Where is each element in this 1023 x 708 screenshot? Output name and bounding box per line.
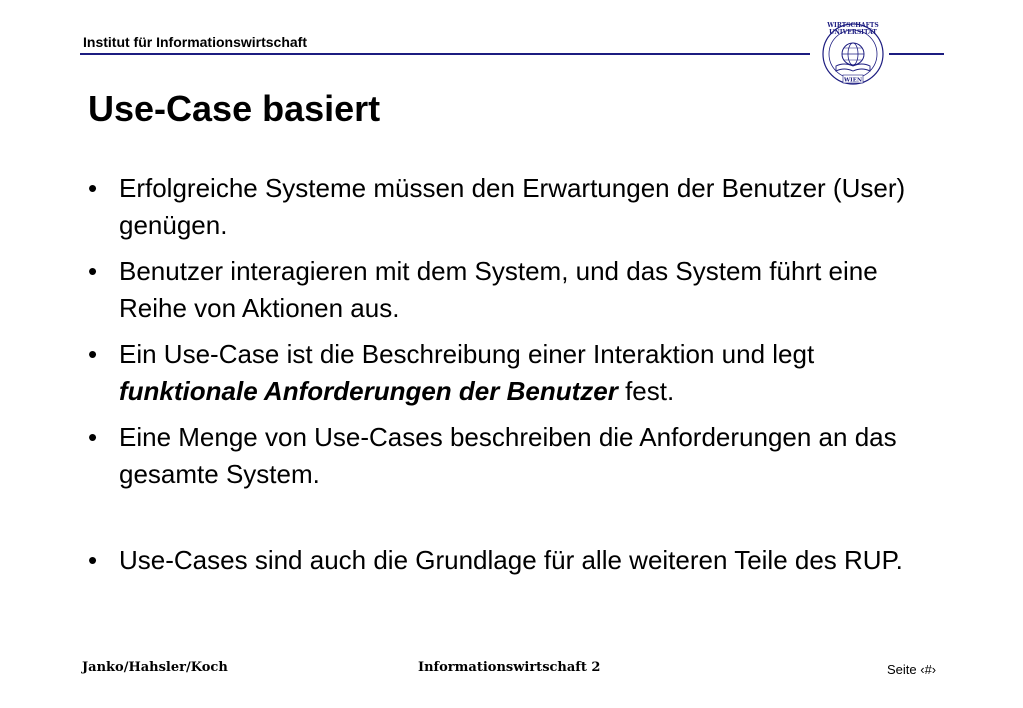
bullet-text-after: fest. <box>617 376 675 406</box>
bullet-text: Erfolgreiche Systeme müssen den Erwartungen der Benutzer (User) genügen. <box>119 173 906 240</box>
logo-text-bottom: WIEN <box>844 77 862 84</box>
slide-title: Use-Case basiert <box>88 88 381 129</box>
list-item <box>85 170 945 244</box>
footer-course: Informationswirtschaft 2 <box>418 660 601 675</box>
logo-text-top-2: UNIVERSITÄT <box>829 29 877 36</box>
bullet-text <box>119 339 814 406</box>
bullet-dot: • <box>88 173 98 203</box>
university-seal-icon <box>820 16 886 88</box>
bullet-dot: • <box>88 545 98 575</box>
bullet-list <box>85 170 945 591</box>
header-rule <box>80 53 810 55</box>
logo-text-top-1: WIRTSCHAFTS <box>827 22 879 29</box>
bullet-text: Use-Cases sind auch die Grundlage für alle weiteren Teile des RUP. <box>119 545 903 575</box>
header-rule-right <box>889 53 944 55</box>
footer-authors: Janko/Hahsler/Koch <box>82 660 228 675</box>
bullet-text: Benutzer interagieren mit dem System, und das System führt eine Reihe von Aktionen aus. <box>119 256 878 323</box>
page-number: Seite ‹#› <box>887 662 937 677</box>
list-item <box>85 539 945 582</box>
list-item <box>85 419 945 493</box>
list-item <box>85 336 945 410</box>
bullet-emphasis: funktionale Anforderungen der Benutzer <box>119 376 618 406</box>
institute-header: Institut für Informationswirtschaft <box>83 34 307 50</box>
list-item <box>85 253 945 327</box>
bullet-text: Eine Menge von Use-Cases beschreiben die Anforderungen an das gesamte System. <box>119 422 897 489</box>
bullet-dot: • <box>88 256 98 286</box>
bullet-dot: • <box>88 422 98 452</box>
bullet-text-before: Ein Use-Case ist die Beschreibung einer Interaktion und legt <box>119 339 815 369</box>
bullet-dot: • <box>88 339 98 369</box>
